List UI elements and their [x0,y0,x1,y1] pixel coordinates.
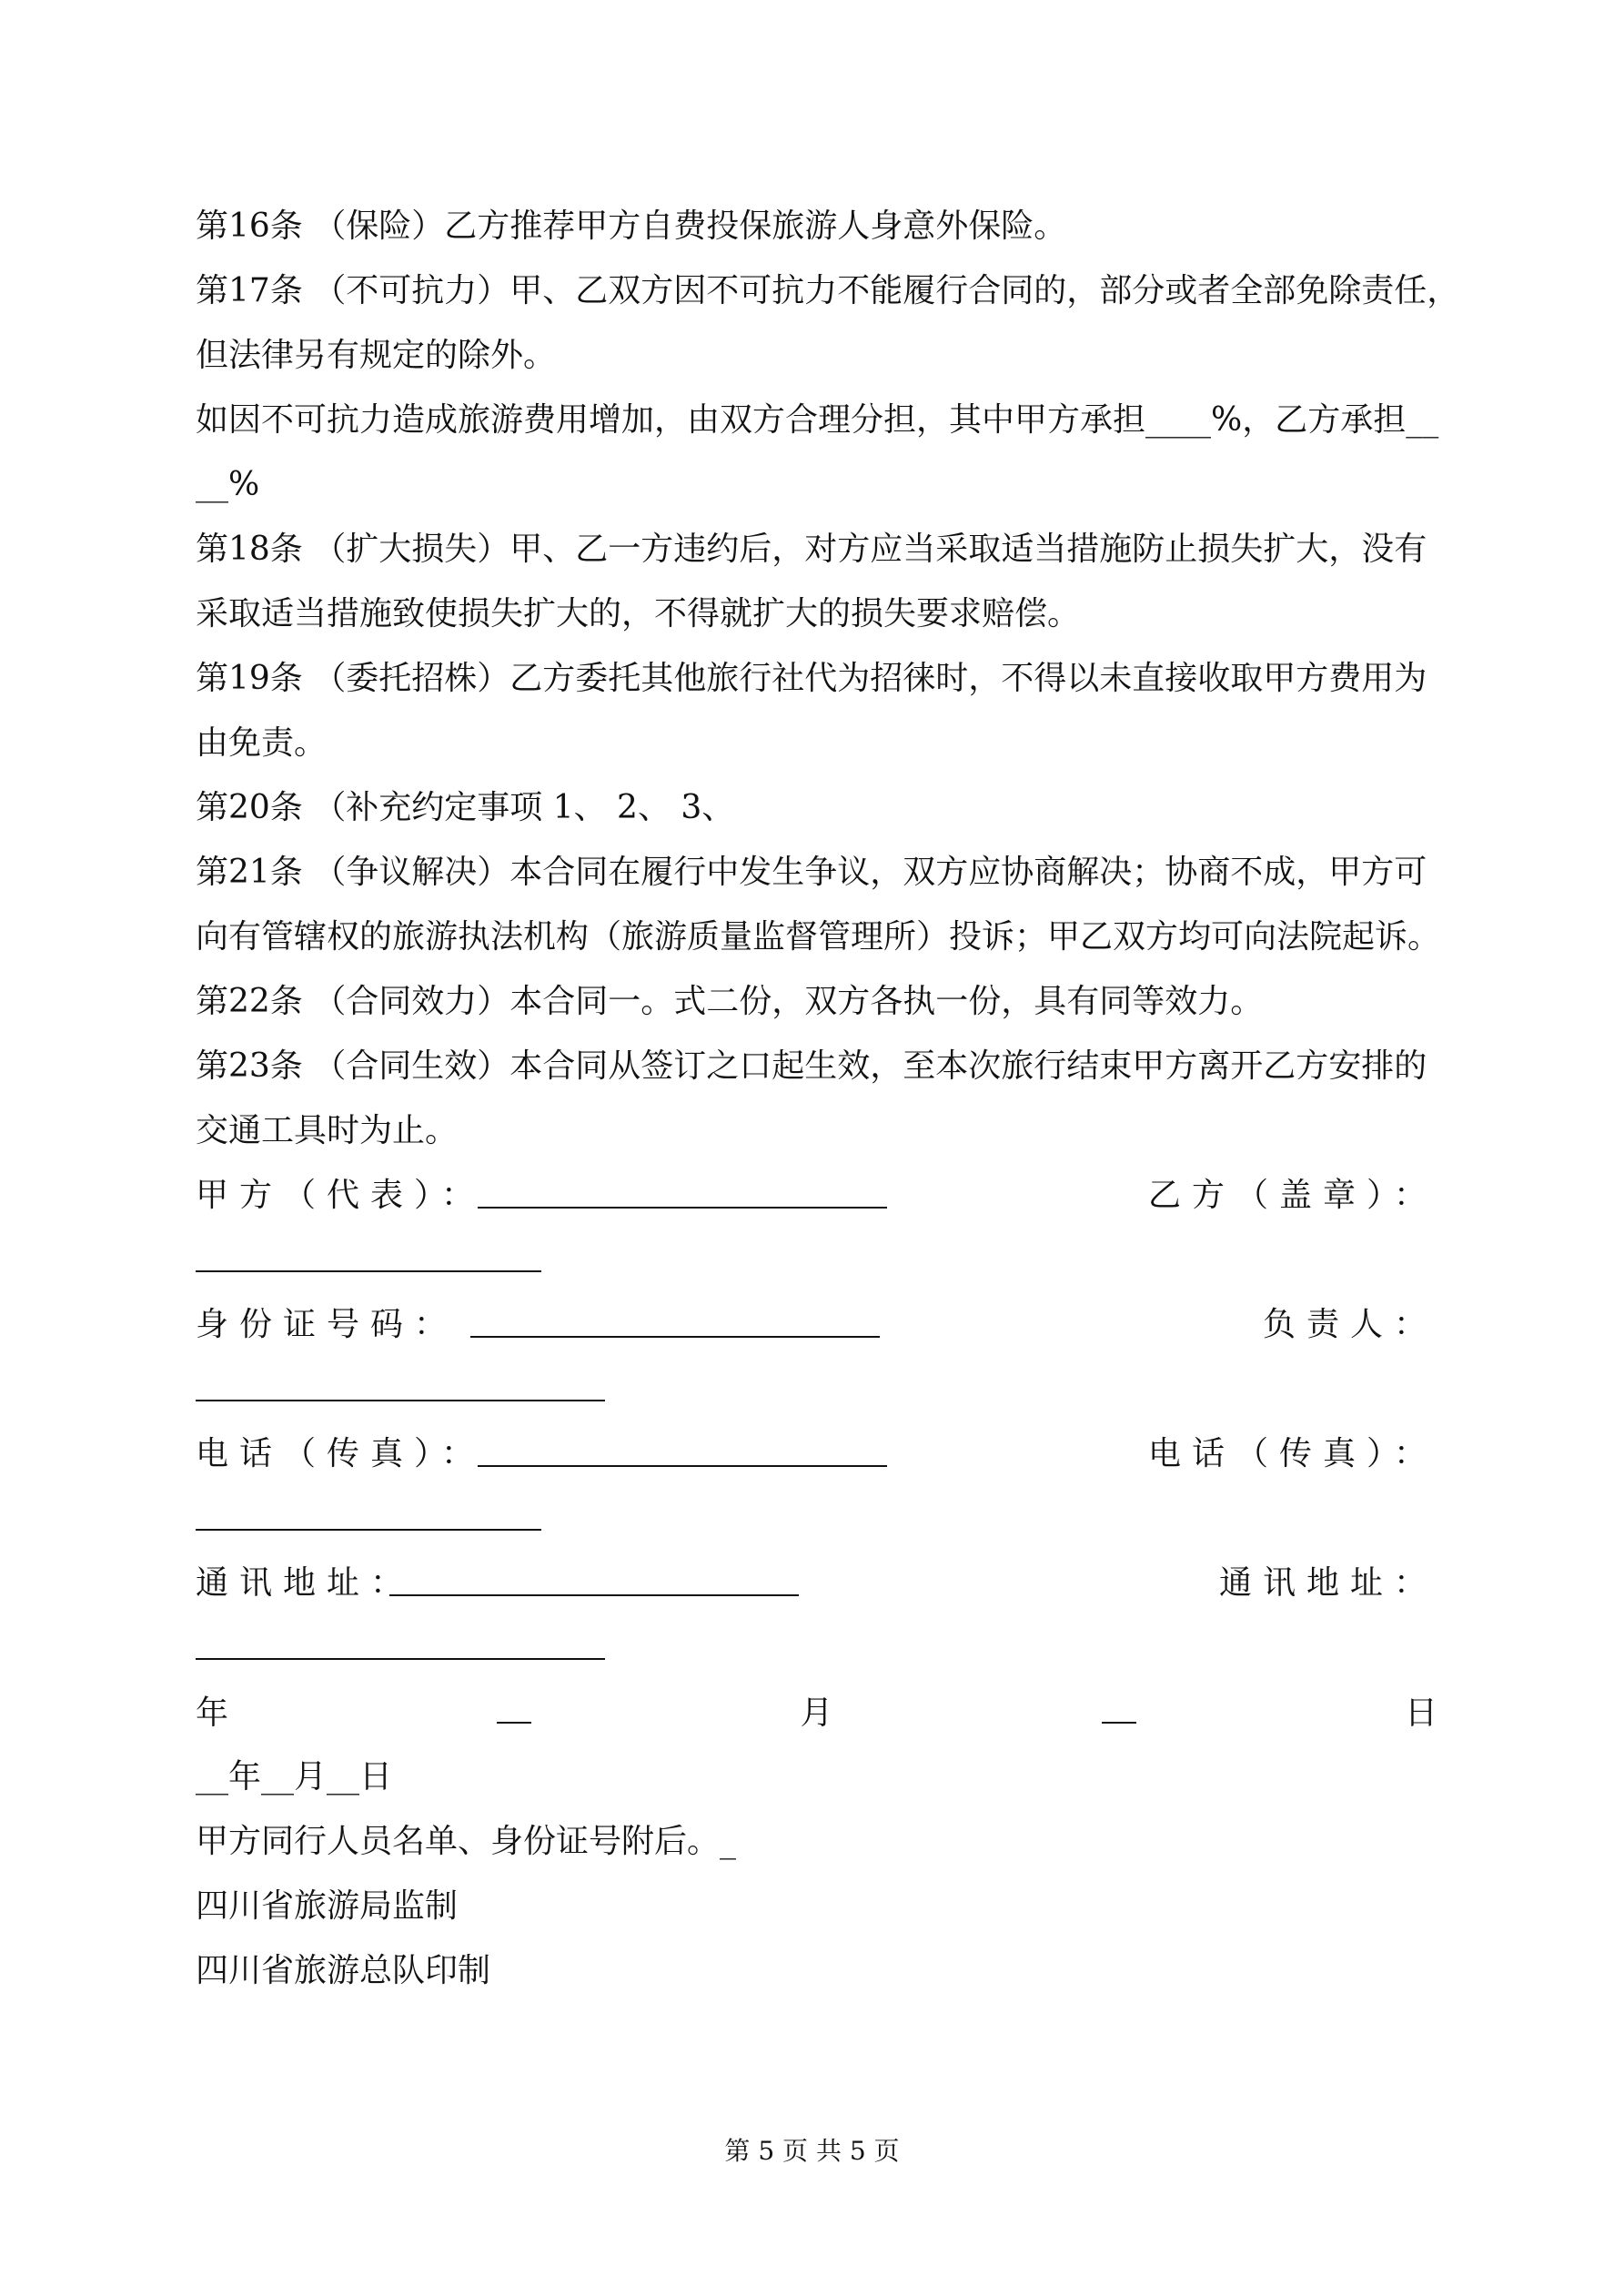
date-year-blank[interactable] [497,1691,531,1724]
phone-b-field[interactable] [196,1496,541,1531]
article-20: 第20条 （补充约定事项 1、 2、 3、 [196,789,735,826]
printed-by: 四川省旅游总队印制 [196,1952,491,1989]
id-number-label: 身份证号码： [196,1306,459,1343]
date-month-blank[interactable] [1102,1691,1136,1724]
supervised-by: 四川省旅游局监制 [196,1887,459,1925]
article-17-para2-line-1: 如因不可抗力造成旅游费用增加，由双方合理分担，其中甲方承担____%，乙方承担__ [196,401,1439,439]
article-19-line-2: 由免责。 [196,724,328,762]
date-row-a [196,1691,1437,1735]
address-a-field[interactable] [389,1562,799,1596]
article-18-line-2: 采取适当措施致使损失扩大的，不得就扩大的损失要求赔偿。 [196,595,1081,632]
responsible-rule-row [196,1367,1437,1411]
article-21-line-2: 向有管辖权的旅游执法机构（旅游质量监督管理所）投诉；甲乙双方均可向法院起诉。 [196,918,1441,956]
article-23-line-1: 第23条 （合同生效）本合同从签订之口起生效，至本次旅行结束甲方离开乙方安排的 [196,1047,1427,1085]
address-row [196,1562,1437,1605]
article-18-line-1: 第18条 （扩大损失）甲、乙一方违约后，对方应当采取适当措施防止损失扩大，没有 [196,531,1427,568]
date-day-label: 日 [1404,1694,1437,1732]
phone-row [196,1432,1437,1476]
phone-b-rule-row [196,1496,1437,1540]
address-b-field[interactable] [196,1625,605,1660]
address-a-label: 通讯地址： [196,1564,415,1602]
id-number-row [196,1303,1437,1347]
responsible-label: 负责人： [1262,1306,1437,1343]
article-19-line-1: 第19条 （委托招株）乙方委托其他旅行社代为招徕时，不得以未直接收取甲方费用为 [196,660,1427,697]
date-month-label: 月 [800,1694,833,1732]
address-b-rule-row [196,1625,1437,1669]
article-22: 第22条 （合同效力）本合同一。式二份，双方各执一份，具有同等效力。 [196,983,1264,1020]
address-b-label: 通讯地址： [1218,1564,1437,1602]
article-23-line-2: 交通工具时为止。 [196,1112,459,1149]
date-year-label: 年 [196,1694,229,1732]
phone-a-field[interactable] [478,1432,887,1467]
id-number-field[interactable] [470,1303,880,1338]
article-21-line-1: 第21条 （争议解决）本合同在履行中发生争议，双方应协商解决；协商不成，甲方可 [196,854,1427,891]
party-b-rule-row [196,1238,1437,1281]
article-17-line-2: 但法律另有规定的除外。 [196,337,557,374]
party-b-seal-field[interactable] [196,1238,541,1272]
party-b-label: 乙方（盖章）： [1147,1177,1437,1214]
article-17-para2-line-2: __% [196,466,260,503]
phone-b-label: 电话（传真）： [1147,1435,1437,1472]
phone-a-label: 电话（传真）： [196,1435,486,1472]
companions-note: 甲方同行人员名单、身份证号附后。_ [196,1823,737,1860]
date-row-b: __年__月__日 [196,1758,393,1795]
party-a-label: 甲方（代表）： [196,1177,486,1214]
article-17-line-1: 第17条 （不可抗力）甲、乙双方因不可抗力不能履行合同的，部分或者全部免除责任， [196,272,1460,309]
party-a-row [196,1174,1437,1218]
page-footer: 第 5 页 共 5 页 [724,2136,900,2166]
responsible-field[interactable] [196,1367,605,1401]
party-a-signature-field[interactable] [478,1174,887,1209]
article-16: 第16条 （保险）乙方推荐甲方自费投保旅游人身意外保险。 [196,207,1067,245]
